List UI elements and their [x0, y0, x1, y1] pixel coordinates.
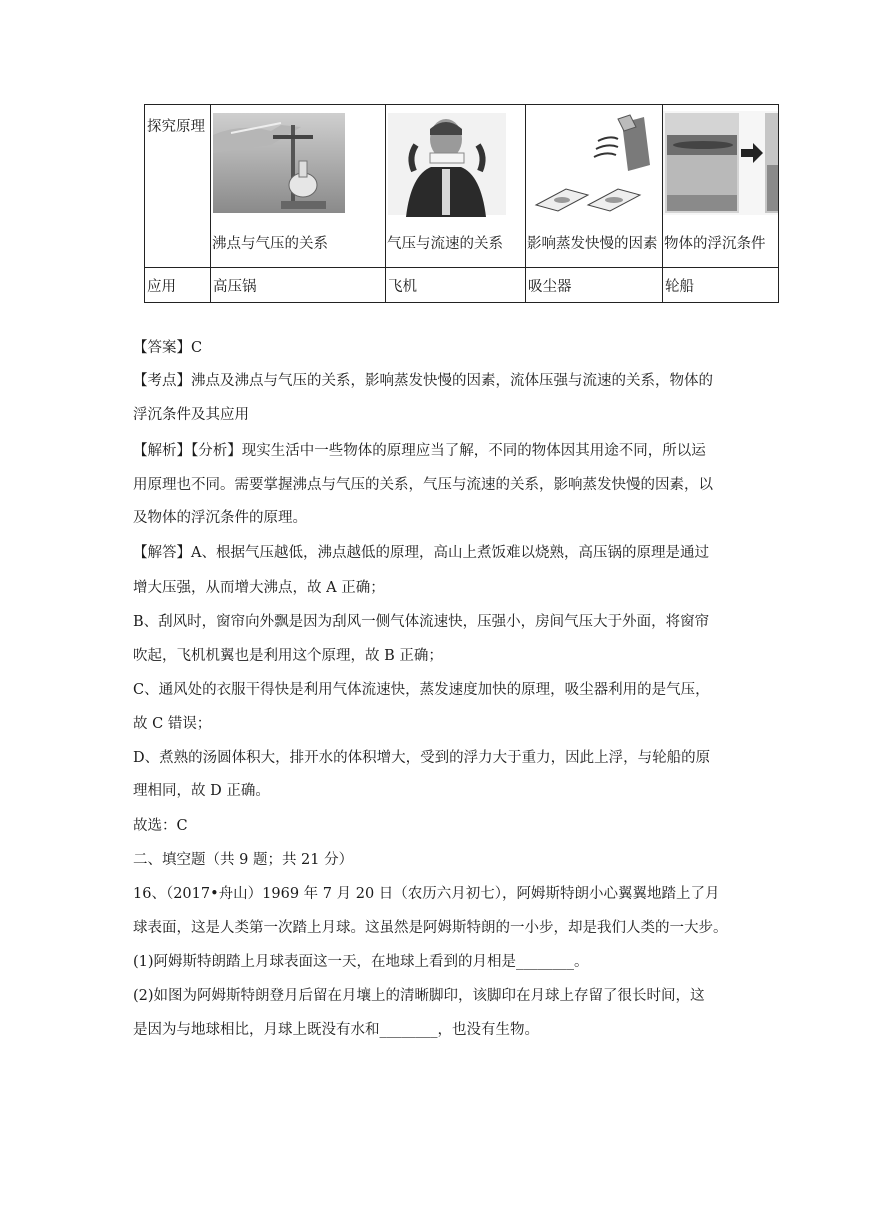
principle-text-4: 物体的浮沉条件 — [664, 236, 766, 252]
analysis-line-1: 【解析】【分析】现实生活中一些物体的原理应当了解，不同的物体因其用途不同，所以运 — [133, 443, 706, 459]
floating-beaker-photo-icon — [663, 105, 778, 217]
analysis-line-3: 及物体的浮沉条件的原理。 — [133, 510, 307, 526]
question-16-part-2-line-1: (2)如图为阿姆斯特朗登月后留在月壤上的清晰脚印，该脚印在月球上存留了很长时间，这 — [133, 988, 705, 1004]
topic-line-2: 浮沉条件及其应用 — [133, 407, 249, 423]
principle-text-2: 气压与流速的关系 — [387, 236, 503, 252]
solution-c-line-2: 故 C 错误； — [133, 716, 212, 732]
solution-c-line-1: C、通风处的衣服干得快是利用气体流速快，蒸发速度加快的原理，吸尘器利用的是气压， — [133, 682, 710, 698]
principle-row — [145, 105, 779, 268]
question-16-part-1: (1)阿姆斯特朗踏上月球表面这一天，在地球上看到的月相是________。 — [133, 954, 589, 970]
principle-row-label: 探究原理 — [145, 105, 211, 268]
question-16-line-1: 16、（2017•舟山）1969 年 7 月 20 日（农历六月初七），阿姆斯特朗小心翼翼地踏上了月 — [133, 886, 720, 902]
principle-text-3: 影响蒸发快慢的因素 — [527, 236, 658, 252]
blowing-paper-photo-icon — [386, 105, 525, 217]
answer-line: 【答案】C — [133, 340, 203, 356]
application-cell-3: 吸尘器 — [526, 268, 663, 303]
question-16-part-2-line-2: 是因为与地球相比，月球上既没有水和________，也没有生物。 — [133, 1022, 539, 1038]
question-16-line-2: 球表面，这是人类第一次踏上月球。这虽然是阿姆斯特朗的一小步，却是我们人类的一大步。 — [133, 920, 728, 936]
application-cell-2: 飞机 — [386, 268, 526, 303]
application-cell-4: 轮船 — [663, 268, 779, 303]
evaporation-diagram-icon — [526, 105, 662, 217]
principle-text-1: 沸点与气压的关系 — [212, 236, 328, 252]
analysis-line-2: 用原理也不同。需要掌握沸点与气压的关系，气压与流速的关系，影响蒸发快慢的因素，以 — [133, 477, 713, 493]
choice-line: 故选：C — [133, 818, 188, 834]
comparison-table — [144, 104, 779, 303]
solution-line-2: 增大压强，从而增大沸点，故 A 正确； — [133, 580, 385, 596]
application-row — [145, 268, 779, 303]
boiling-flask-photo-icon — [211, 105, 385, 217]
section-heading: 二、填空题（共 9 题；共 21 分） — [133, 852, 354, 868]
application-row-label: 应用 — [145, 268, 211, 303]
topic-line-1: 【考点】沸点及沸点与气压的关系，影响蒸发快慢的因素，流体压强与流速的关系，物体的 — [133, 373, 713, 389]
principle-cell-2 — [386, 105, 526, 268]
solution-d-line-1: D、煮熟的汤圆体积大，排开水的体积增大，受到的浮力大于重力，因此上浮，与轮船的原 — [133, 750, 711, 766]
solution-line-1: 【解答】A、根据气压越低，沸点越低的原理，高山上煮饭难以烧熟，高压锅的原理是通过 — [133, 545, 709, 561]
solution-d-line-2: 理相同，故 D 正确。 — [133, 783, 270, 799]
principle-cell-1 — [211, 105, 386, 268]
application-cell-1: 高压锅 — [211, 268, 386, 303]
principle-cell-3 — [526, 105, 663, 268]
solution-b-line-2: 吹起，飞机机翼也是利用这个原理，故 B 正确； — [133, 648, 443, 664]
principle-cell-4 — [663, 105, 779, 268]
solution-b-line-1: B、刮风时，窗帘向外飘是因为刮风一侧气体流速快，压强小，房间气压大于外面，将窗帘 — [133, 614, 710, 630]
